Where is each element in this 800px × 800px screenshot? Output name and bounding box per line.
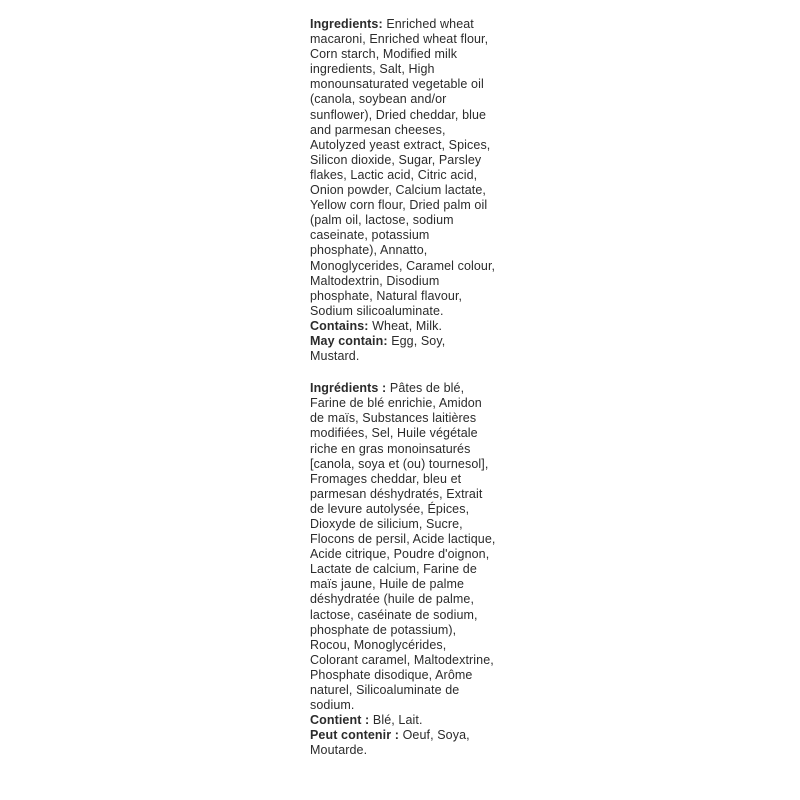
may-contain-text-french: Oeuf, Soya, Moutarde.	[310, 728, 470, 758]
ingredients-heading-french: Ingrédients :	[310, 381, 387, 396]
may-contain-heading-english: May contain:	[310, 333, 388, 348]
ingredients-paragraph-french	[310, 381, 497, 713]
may-contain-heading-french: Peut contenir :	[310, 728, 400, 743]
may-contain-text-english: Egg, Soy, Mustard.	[310, 333, 446, 364]
contains-text-french: Blé, Lait.	[372, 713, 423, 728]
ingredients-text-french: Pâtes de blé, Farine de blé enrichie, Amidon de maïs, Substances laitières modifiées, Sel, Huile végétale riche en gras monoinsaturés [canola, soya et (ou) tournesol], Fromages cheddar, bleu et parmesan déshydratés, Extrait de levure autolysée, Épices, Dioxyde de silicium, Sucre, Flocons de persil, Acide lactique, Acide citrique, Poudre d'oignon, Lactate de calcium, Farine de maïs jaune, Huile de palme déshydratée (huile de palme, lactose, caséinate de sodium, phosphate de potassium), Rocou, Monoglycérides, Colorant caramel, Maltodextrine, Phosphate disodique, Arôme naturel, Silicoaluminate de sodium.	[310, 381, 496, 713]
contains-line-english	[310, 319, 497, 334]
ingredients-label-panel	[310, 17, 497, 759]
contains-text-english: Wheat, Milk.	[372, 318, 443, 333]
contains-heading-french: Contient :	[310, 713, 370, 728]
ingredients-paragraph-english	[310, 17, 497, 319]
contains-heading-english: Contains:	[310, 318, 369, 333]
may-contain-line-english	[310, 334, 497, 364]
contains-line-french	[310, 713, 497, 728]
ingredients-heading-english: Ingredients:	[310, 17, 383, 31]
may-contain-line-french	[310, 728, 497, 758]
ingredients-text-english: Enriched wheat macaroni, Enriched wheat flour, Corn starch, Modified milk ingredients, Salt, High monounsaturated vegetable oil (canola, soybean and/or sunflower), Dried cheddar, blue and parmesan cheeses, Autolyzed yeast extract, Spices, Silicon dioxide, Sugar, Parsley flakes, Lactic acid, Citric acid, Onion powder, Calcium lactate, Yellow corn flour, Dried palm oil (palm oil, lactose, sodium caseinate, potassium phosphate), Annatto, Monoglycerides, Caramel colour, Maltodextrin, Disodium phosphate, Natural flavour, Sodium silicoaluminate.	[310, 17, 496, 318]
